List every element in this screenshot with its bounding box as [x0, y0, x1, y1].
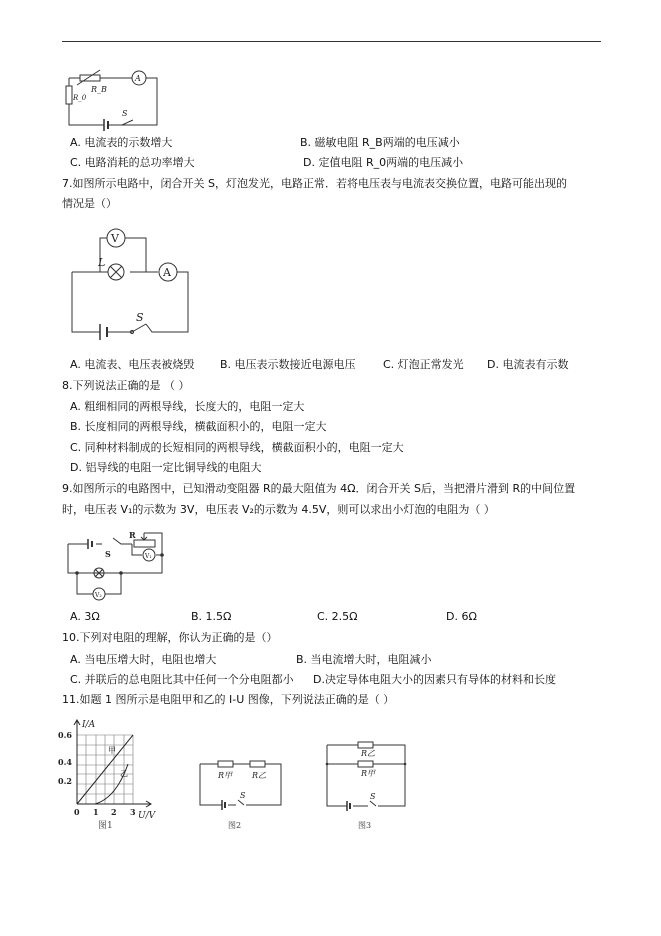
y-tick: 0.6	[58, 730, 72, 740]
rb-label: R_B	[91, 85, 107, 94]
series-jia-label: 甲	[108, 746, 116, 755]
switch-label: S	[240, 791, 246, 800]
q7-option-c: C. 灯泡正常发光	[383, 358, 464, 371]
q8-option-d: D. 铝导线的电阻一定比铜导线的电阻大	[70, 461, 262, 474]
y-tick: 0.2	[58, 776, 72, 786]
q11-iu-graph	[58, 718, 168, 830]
switch-label: S	[122, 109, 128, 118]
q9-circuit-diagram	[66, 526, 166, 601]
q9-option-b: B. 1.5Ω	[191, 610, 232, 623]
q7-circuit-diagram	[70, 224, 190, 336]
q6-option-a: A. 电流表的示数增大	[70, 136, 173, 149]
fig2-caption: 图2	[228, 821, 242, 830]
q11-series-circuit	[198, 758, 283, 833]
q7-option-d: D. 电流表有示数	[487, 358, 569, 371]
q8-stem: 8.下列说法正确的是 （ ）	[62, 379, 190, 392]
q9-stem-line2: 时，电压表 V₁的示数为 3V，电压表 V₂的示数为 4.5V，则可以求出小灯泡的电阻为（ ）	[62, 503, 495, 516]
q10-option-c: C. 并联后的总电阻比其中任何一个分电阻都小	[70, 673, 294, 686]
ammeter-label: A	[163, 266, 171, 279]
q10-stem: 10.下列对电阻的理解，你认为正确的是（）	[62, 631, 278, 644]
v2-label: V₂	[95, 592, 102, 599]
q9-option-a: A. 3Ω	[70, 610, 100, 623]
voltmeter-label: V	[111, 232, 119, 245]
x-tick: 2	[111, 807, 117, 817]
q9-option-d: D. 6Ω	[446, 610, 477, 623]
q9-option-c: C. 2.5Ω	[317, 610, 358, 623]
q10-option-b: B. 当电流增大时，电阻减小	[296, 653, 432, 666]
x-tick: 0	[74, 807, 80, 817]
q10-option-a: A. 当电压增大时，电阻也增大	[70, 653, 217, 666]
y-axis-label: I/A	[82, 720, 96, 730]
q9-stem-line1: 9.如图所示的电路图中，已知滑动变阻器 R的最大阻值为 4Ω．闭合开关 S后，当把滑片滑到 R的中间位置	[62, 482, 576, 495]
ammeter-label: A	[135, 74, 141, 83]
q8-option-b: B. 长度相同的两根导线，横截面积小的，电阻一定大	[70, 420, 327, 433]
lamp-label: L	[98, 256, 106, 269]
r0-label: R_0	[73, 94, 87, 102]
fig3-caption: 图3	[358, 821, 372, 830]
series-yi-label: 乙	[120, 769, 128, 778]
q8-option-c: C. 同种材料制成的长短相同的两根导线，横截面积小的，电阻一定大	[70, 441, 404, 454]
switch-label: S	[136, 311, 144, 324]
y-tick: 0.4	[58, 757, 72, 767]
x-axis-label: U/V	[138, 811, 156, 821]
v1-label: V₁	[145, 553, 152, 560]
fig1-caption: 图1	[98, 821, 113, 831]
rheostat-label: R	[129, 530, 136, 540]
q6-option-b: B. 磁敏电阻 R_B两端的电压减小	[300, 136, 460, 149]
q7-stem-line1: 7.如图所示电路中，闭合开关 S，灯泡发光，电路正常．若将电压表与电流表交换位置，电路可能出现的	[62, 177, 567, 190]
q6-circuit-diagram	[62, 68, 162, 130]
header-rule	[62, 41, 601, 42]
q11-parallel-circuit	[325, 740, 415, 832]
x-tick: 3	[130, 807, 136, 817]
q7-option-a: A. 电流表、电压表被烧毁	[70, 358, 195, 371]
r-jia-label: R甲	[218, 771, 233, 780]
q10-option-d: D.决定导体电阻大小的因素只有导体的材料和长度	[313, 673, 556, 686]
q6-option-c: C. 电路消耗的总功率增大	[70, 156, 195, 169]
q7-option-b: B. 电压表示数接近电源电压	[220, 358, 356, 371]
q6-option-d: D. 定值电阻 R_0两端的电压减小	[303, 156, 464, 169]
switch-label: S	[370, 792, 376, 801]
switch-label: S	[105, 549, 111, 559]
r-jia-label: R甲	[361, 769, 376, 778]
x-tick: 1	[93, 807, 99, 817]
q8-option-a: A. 粗细相同的两根导线，长度大的，电阻一定大	[70, 400, 305, 413]
q11-stem: 11.如题 1 图所示是电阻甲和乙的 I-U 图像，下列说法正确的是（ ）	[62, 693, 395, 706]
q7-stem-line2: 情况是（）	[62, 197, 117, 210]
r-yi-label: R乙	[361, 749, 376, 758]
r-yi-label: R乙	[252, 771, 267, 780]
